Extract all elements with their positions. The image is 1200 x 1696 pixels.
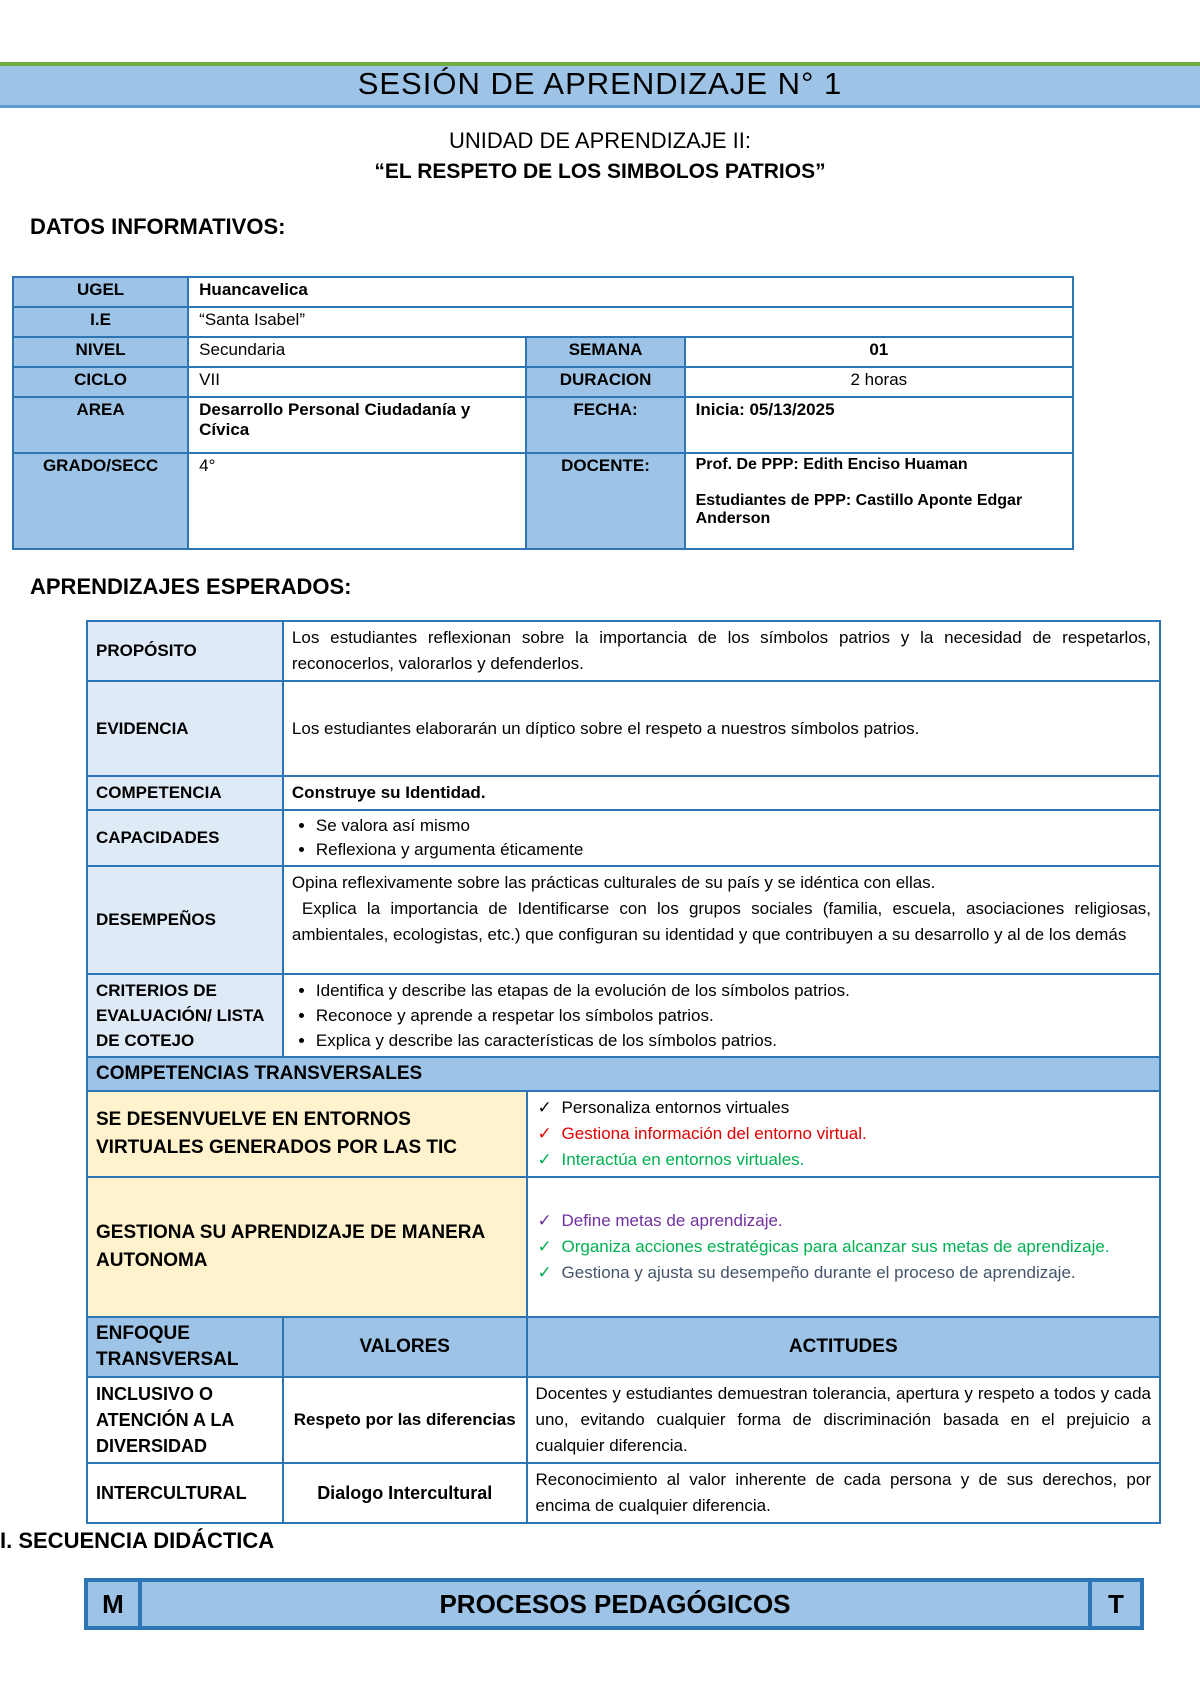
list-item: ✓ Interactúa en entornos virtuales. xyxy=(536,1147,1151,1173)
list-item: • Identifica y describe las etapas de la evolución de los símbolos patrios. xyxy=(316,978,1151,1003)
duracion-label: DURACION xyxy=(526,367,684,397)
list-item: ✓ Personaliza entornos virtuales xyxy=(536,1095,1151,1121)
info-table xyxy=(12,276,1074,550)
criterios-label: CRITERIOS DE EVALUACIÓN/ LISTA DE COTEJO xyxy=(87,974,283,1057)
check-icon: ✓ xyxy=(537,1211,552,1230)
list-item: • Reflexiona y argumenta éticamente xyxy=(316,838,1151,862)
ie-label: I.E xyxy=(13,307,188,337)
check-icon: ✓ xyxy=(537,1263,552,1282)
valores-label: VALORES xyxy=(283,1317,527,1377)
nivel-label: NIVEL xyxy=(13,337,188,367)
t-label: T xyxy=(1108,1589,1124,1619)
list-item: • Se valora así mismo xyxy=(316,814,1151,838)
list-item: ✓ Gestiona información del entorno virtual. xyxy=(536,1121,1151,1147)
procesos-header xyxy=(84,1578,1144,1630)
area-label: AREA xyxy=(13,397,188,453)
proposito-label: PROPÓSITO xyxy=(87,621,283,681)
competencia-label: COMPETENCIA xyxy=(87,776,283,810)
list-item: ✓ Define metas de aprendizaje. xyxy=(536,1208,1151,1234)
desempenos-cell xyxy=(283,866,1160,974)
m-label: M xyxy=(102,1589,124,1619)
check-icon: ✓ xyxy=(537,1150,552,1169)
actitudes-label: ACTITUDES xyxy=(527,1317,1160,1377)
list-item: ✓ Organiza acciones estratégicas para alcanzar sus metas de aprendizaje. xyxy=(536,1234,1151,1260)
desempenos-label: DESEMPEÑOS xyxy=(87,866,283,974)
ciclo-label: CICLO xyxy=(13,367,188,397)
aprendizajes-table xyxy=(86,620,1161,1524)
docente-label: DOCENTE: xyxy=(526,453,684,549)
list-item: • Explica y describe las características de los símbolos patrios. xyxy=(316,1028,1151,1053)
grado-value: 4° xyxy=(188,453,526,549)
proposito-text: Los estudiantes reflexionan sobre la importancia de los símbolos patrios y la necesidad de respetarlos, reconocerlos, valorarlos y defenderlos. xyxy=(283,621,1160,681)
docente-cell xyxy=(685,453,1073,549)
intercultural-valor: Dialogo Intercultural xyxy=(283,1463,527,1523)
check-icon: ✓ xyxy=(537,1237,552,1256)
docente-value: Prof. De PPP: Edith Enciso Huaman xyxy=(695,456,968,473)
capacidades-label: CAPACIDADES xyxy=(87,810,283,866)
tic-label: SE DESENVUELVE EN ENTORNOS VIRTUALES GENERADOS POR LAS TIC xyxy=(87,1091,527,1177)
procesos-label: PROCESOS PEDAGÓGICOS xyxy=(439,1589,791,1619)
check-icon: ✓ xyxy=(537,1124,552,1143)
ie-value: “Santa Isabel” xyxy=(188,307,1073,337)
transversales-label: COMPETENCIAS TRANSVERSALES xyxy=(87,1057,1160,1091)
page-title: SESIÓN DE APRENDIZAJE N° 1 xyxy=(357,66,843,101)
check-icon: ✓ xyxy=(537,1098,552,1117)
secuencia-heading: I. SECUENCIA DIDÁCTICA xyxy=(0,1528,275,1553)
inclusivo-valor: Respeto por las diferencias xyxy=(283,1377,527,1463)
area-value: Desarrollo Personal Ciudadanía y Cívica xyxy=(188,397,526,453)
desempenos-text-2: Explica la importancia de Identificarse con los grupos sociales (familia, escuela, asociaciones religiosas, ambientales, ecologistas, etc.) que configuran su identidad y que contribuyen a su desarrollo y al de los demás xyxy=(291,899,1151,944)
fecha-value: Inicia: 05/13/2025 xyxy=(685,397,1073,453)
intercultural-label: INTERCULTURAL xyxy=(87,1463,283,1523)
enfoque-label: ENFOQUE TRANSVERSAL xyxy=(87,1317,283,1377)
inclusivo-actitud: Docentes y estudiantes demuestran tolerancia, apertura y respeto a todos y cada uno, evitando cualquier forma de discriminación basada en el prejuicio a cualquier diferencia. xyxy=(527,1377,1160,1463)
ciclo-value: VII xyxy=(188,367,526,397)
unit-name: “EL RESPETO DE LOS SIMBOLOS PATRIOS” xyxy=(374,160,826,183)
aprendizajes-heading: APRENDIZAJES ESPERADOS: xyxy=(30,574,352,599)
datos-heading: DATOS INFORMATIVOS: xyxy=(30,214,286,239)
unit-line: UNIDAD DE APRENDIZAJE II: xyxy=(449,128,751,153)
semana-value: 01 xyxy=(685,337,1073,367)
autonoma-cell xyxy=(527,1177,1160,1317)
semana-label: SEMANA xyxy=(526,337,684,367)
fecha-label: FECHA: xyxy=(526,397,684,453)
list-item: ✓ Gestiona y ajusta su desempeño durante el proceso de aprendizaje. xyxy=(536,1260,1151,1286)
list-item: • Reconoce y aprende a respetar los símbolos patrios. xyxy=(316,1003,1151,1028)
capacidades-cell xyxy=(283,810,1160,866)
criterios-cell xyxy=(283,974,1160,1057)
ugel-label: UGEL xyxy=(13,277,188,307)
autonoma-label: GESTIONA SU APRENDIZAJE DE MANERA AUTONOMA xyxy=(87,1177,527,1317)
competencia-text: Construye su Identidad. xyxy=(283,776,1160,810)
intercultural-actitud: Reconocimiento al valor inherente de cada persona y de sus derechos, por encima de cualquier diferencia. xyxy=(527,1463,1160,1523)
duracion-value: 2 horas xyxy=(685,367,1073,397)
evidencia-label: EVIDENCIA xyxy=(87,681,283,776)
inclusivo-label: INCLUSIVO O ATENCIÓN A LA DIVERSIDAD xyxy=(87,1377,283,1463)
tic-cell xyxy=(527,1091,1160,1177)
estudiantes-value: Estudiantes de PPP: Castillo Aponte Edgar Anderson xyxy=(695,492,1023,527)
desempenos-text-1: Opina reflexivamente sobre las prácticas culturales de su país y se idéntica con ellas. xyxy=(291,873,936,892)
grado-label: GRADO/SECC xyxy=(13,453,188,549)
evidencia-text: Los estudiantes elaborarán un díptico sobre el respeto a nuestros símbolos patrios. xyxy=(283,681,1160,776)
nivel-value: Secundaria xyxy=(188,337,526,367)
ugel-value: Huancavelica xyxy=(188,277,1073,307)
